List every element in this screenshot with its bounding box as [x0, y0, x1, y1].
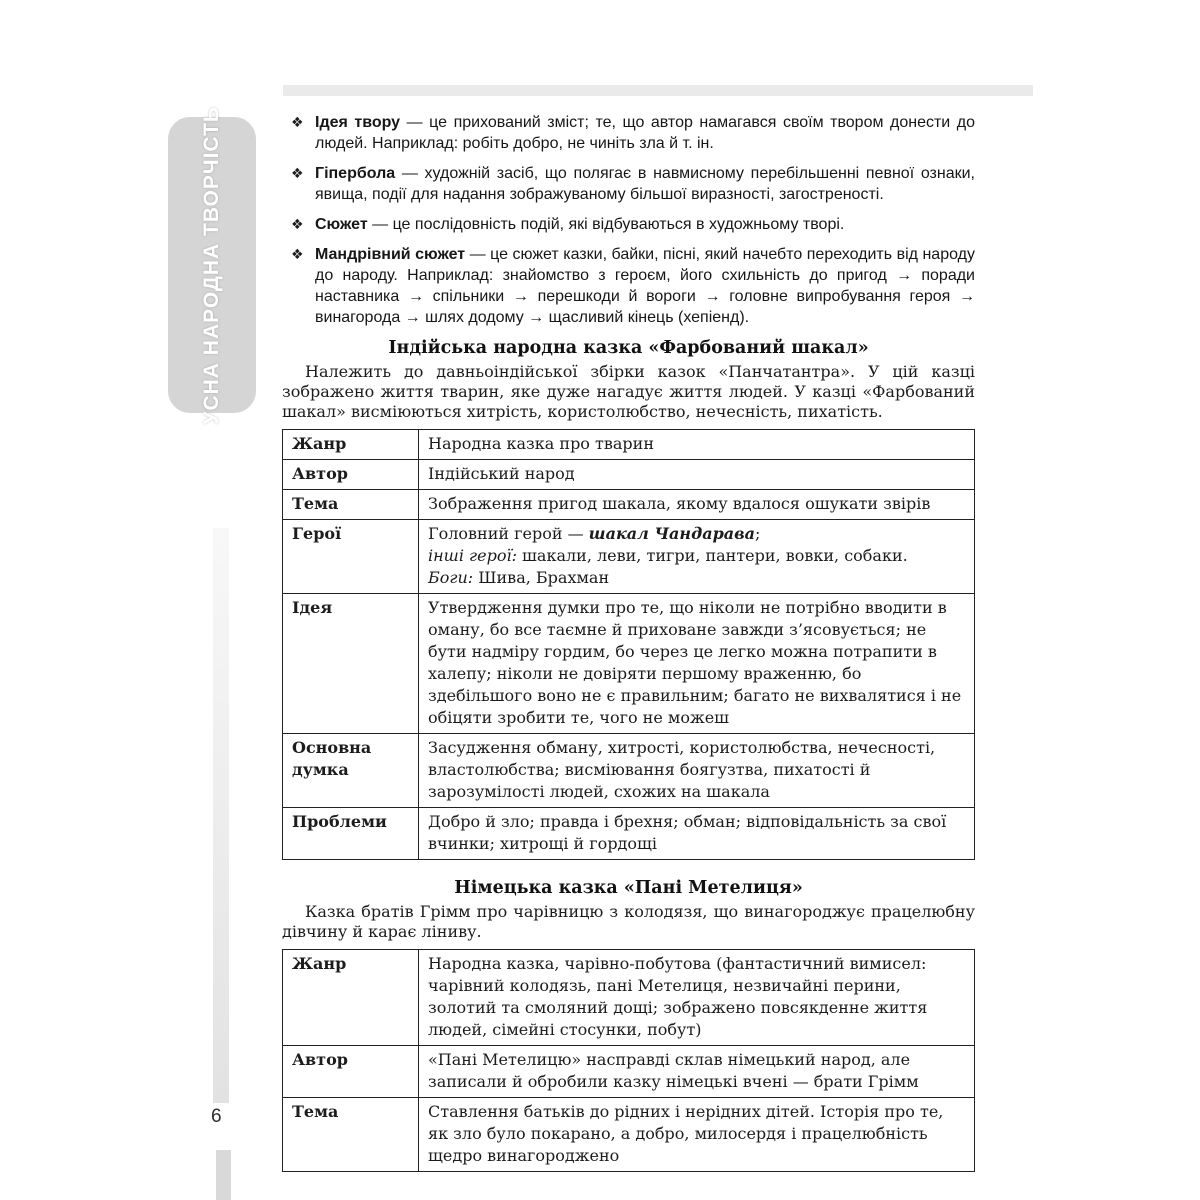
table-row: [283, 950, 975, 1046]
row-label: Тема: [283, 490, 419, 520]
row-value: Народна казка про тварин: [419, 430, 975, 460]
page-bottom-strip: [216, 1150, 231, 1200]
table-row: [283, 734, 975, 808]
table-row: [283, 808, 975, 860]
row-label: Жанр: [283, 950, 419, 1046]
row-label: Герої: [283, 520, 419, 594]
row-label: Жанр: [283, 430, 419, 460]
section-title-indian-tale: Індійська народна казка «Фарбований шакал»: [388, 338, 869, 358]
row-value: «Пані Метелицю» насправді склав німецький народ, але записали й обробили казку німецькі вчені — брати Грімм: [419, 1046, 975, 1098]
definition-item: [282, 163, 975, 205]
diamond-bullet-icon: ❖: [291, 166, 304, 182]
row-value: Зображення пригод шакала, якому вдалося ошукати звірів: [419, 490, 975, 520]
definition-list: [282, 112, 975, 328]
table-row: [283, 1046, 975, 1098]
german-tale-table: [282, 949, 975, 1172]
row-value: Індійський народ: [419, 460, 975, 490]
content-column: [282, 112, 975, 1172]
definition-term: Мандрівний сюжет: [315, 246, 466, 263]
indian-tale-table: [282, 429, 975, 860]
row-label: Автор: [283, 460, 419, 490]
row-value: Утвердження думки про те, що ніколи не потрібно вводити в оману, бо все таємне й приховане завжди з’ясовується; не бути надміру гордим, бо через це легко можна потрапити в халепу; ніколи не довіряти першому враженню, бо здебільшого воно не є правильним; багато не вихвалятися і не обіцяти зробити те, чого не можеш: [419, 594, 975, 734]
definition-text: — це прихований зміст; те, що автор намагався своїм твором донести до людей. Наприклад: робіть добро, не чиніть зла й т. ін.: [315, 114, 976, 152]
table-row: [283, 1098, 975, 1172]
row-label: Основна думка: [283, 734, 419, 808]
definition-text: — це послідовність подій, які відбуваються в художньому творі.: [372, 216, 845, 233]
table-row: [283, 460, 975, 490]
row-value: Ставлення батьків до рідних і нерідних дітей. Історія про те, як зло було покарано, а добро, милосердя і працелюбність щедро винагороджено: [419, 1098, 975, 1172]
definition-item: [282, 244, 975, 328]
section-intro-german-tale: Казка братів Грімм про чарівницю з колодязя, що винагороджує працелюбну дівчину й карає ліниву.: [282, 902, 975, 941]
definition-term: Сюжет: [315, 216, 368, 233]
table-row: [283, 520, 975, 594]
definition-term: Ідея твору: [315, 114, 401, 131]
definition-text: — це сюжет казки, байки, пісні, який начебто переходить від народу до народу. Наприклад: знайомство з героєм, його схильність до пригод → поради наставника → спільники → перешкоди й вороги → головне випробування героя → винагорода → шлях додому → щасливий кінець (хепіенд).: [315, 246, 975, 326]
row-label: Тема: [283, 1098, 419, 1172]
definition-term: Гіпербола: [315, 165, 396, 182]
section-intro-indian-tale: Належить до давньоіндійської збірки казок «Панчатантра». У цій казці зображено життя тварин, яке дуже нагадує життя людей. У казці «Фарбований шакал» висміюються хитрість, користолюбство, нечесність, пихатість.: [282, 362, 975, 421]
row-value: Засудження обману, хитрості, користолюбства, нечесності, властолюбства; висміювання боягузтва, пихатості й зарозумілості людей, схожих на шакала: [419, 734, 975, 808]
definition-text: — художній засіб, що полягає в навмисному перебільшенні певної ознаки, явища, події для надання зображуваному більшої виразності, загостреності.: [315, 165, 975, 203]
diamond-bullet-icon: ❖: [291, 247, 304, 263]
row-value: Народна казка, чарівно-побутова (фантастичний вимисел: чарівний колодязь, пані Метелиця, незвичайні перини, золотий та смоляний дощі; зображено повсякденне життя людей, сімейні стосунки, побут): [419, 950, 975, 1046]
row-label: Ідея: [283, 594, 419, 734]
table-row: [283, 490, 975, 520]
page-number: 6: [211, 1106, 222, 1127]
row-label: Автор: [283, 1046, 419, 1098]
row-label: Проблеми: [283, 808, 419, 860]
table-row: [283, 430, 975, 460]
diamond-bullet-icon: ❖: [291, 115, 304, 131]
definition-item: [282, 214, 975, 235]
diamond-bullet-icon: ❖: [291, 217, 304, 233]
section-title-german-tale: Німецька казка «Пані Метелиця»: [454, 878, 803, 898]
row-value: Добро й зло; правда і брехня; обман; відповідальність за свої вчинки; хитрощі й гордощі: [419, 808, 975, 860]
page-edge-strip: [213, 528, 229, 1103]
header-rule: [283, 85, 1033, 96]
table-row: [283, 594, 975, 734]
definition-item: [282, 112, 975, 154]
sidebar-tab: [168, 105, 256, 425]
row-value: Головний герой — шакал Чандарава; інші герої: шакали, леви, тигри, пантери, вовки, собаки. Боги: Шива, Брахман: [419, 520, 975, 594]
sidebar-tab-label: УСНА НАРОДНА ТВОРЧІСТЬ: [200, 105, 223, 425]
